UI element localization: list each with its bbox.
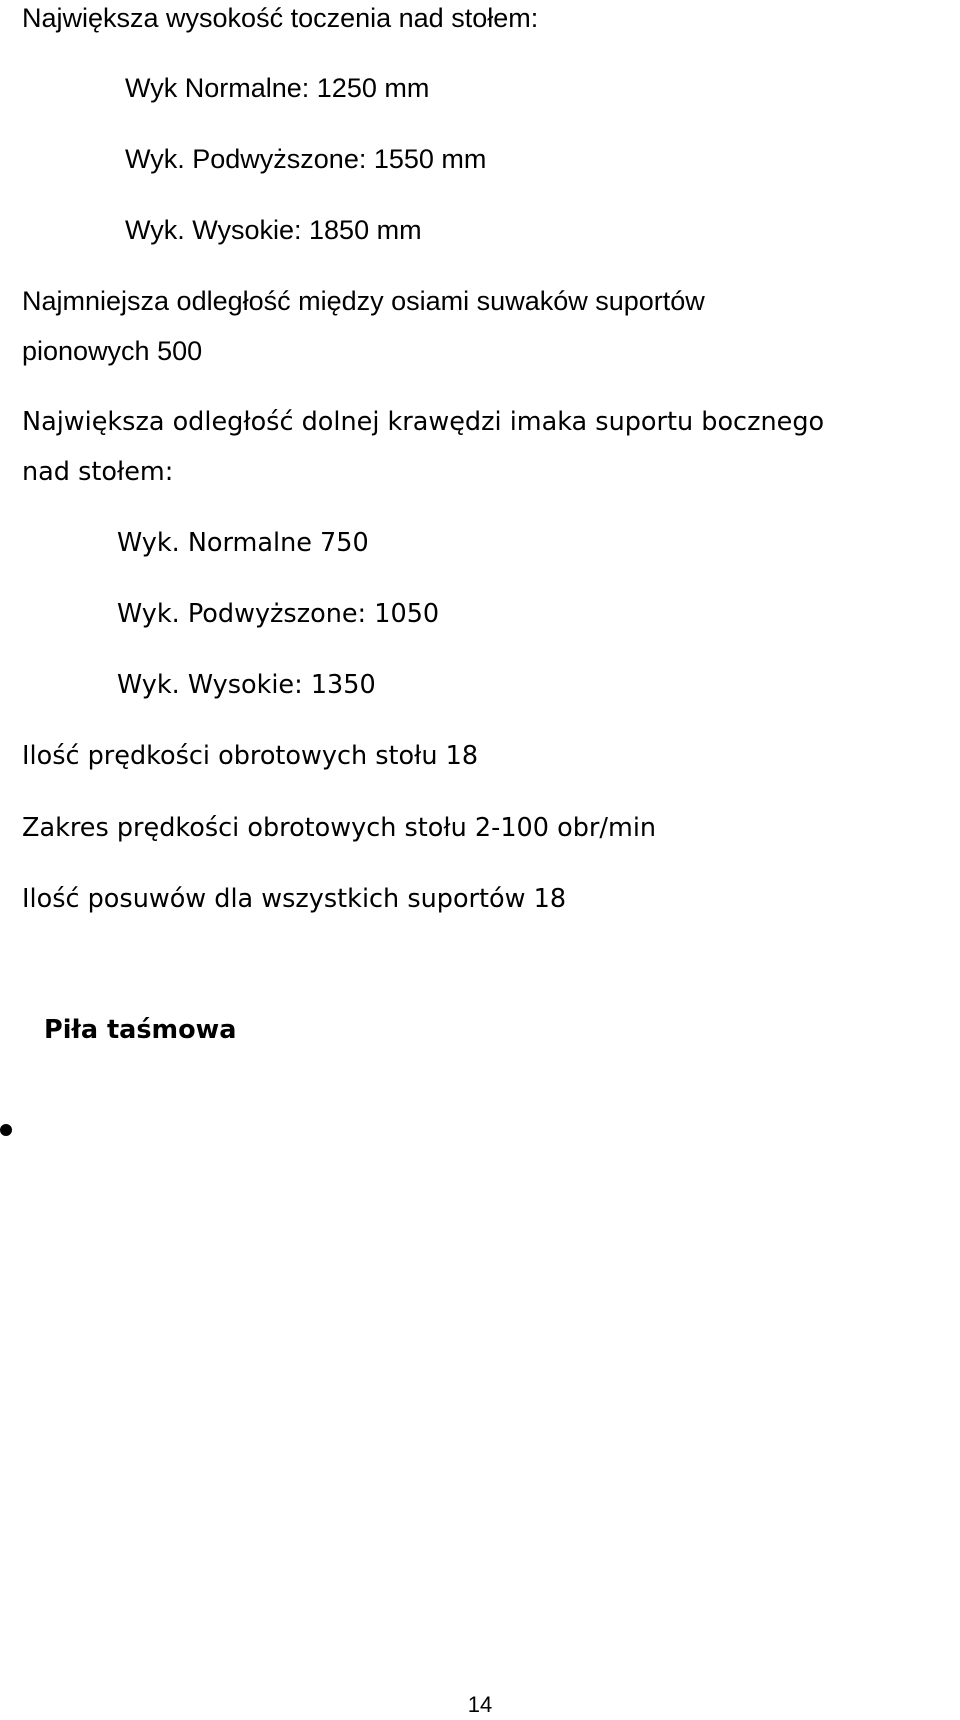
max-distance-normal: Wyk. Normalne 750: [117, 528, 369, 558]
section-heading-band-saw: Piła taśmowa: [44, 1015, 237, 1045]
speed-count: Ilość prędkości obrotowych stołu 18: [22, 741, 479, 771]
min-distance-line-2: pionowych 500: [22, 336, 203, 366]
max-distance-high: Wyk. Wysokie: 1350: [117, 670, 376, 700]
max-distance-raised: Wyk. Podwyższone: 1050: [117, 599, 440, 629]
min-distance-line-1: Najmniejsza odległość między osiami suwaków suportów: [22, 286, 705, 316]
page-number: 14: [467, 1692, 493, 1717]
max-turning-height-high: Wyk. Wysokie: 1850 mm: [125, 215, 422, 245]
max-turning-height-raised: Wyk. Podwyższone: 1550 mm: [125, 144, 487, 174]
feed-count: Ilość posuwów dla wszystkich suportów 18: [22, 884, 567, 914]
max-distance-line-1: Największa odległość dolnej krawędzi imaka suportu bocznego: [22, 407, 825, 437]
speed-range: Zakres prędkości obrotowych stołu 2-100 obr/min: [22, 813, 657, 843]
max-distance-line-2: nad stołem:: [22, 457, 174, 487]
max-turning-height-normal: Wyk Normalne: 1250 mm: [125, 73, 430, 103]
bullet-icon: [0, 1124, 12, 1136]
max-turning-height-title: Największa wysokość toczenia nad stołem:: [22, 3, 539, 33]
